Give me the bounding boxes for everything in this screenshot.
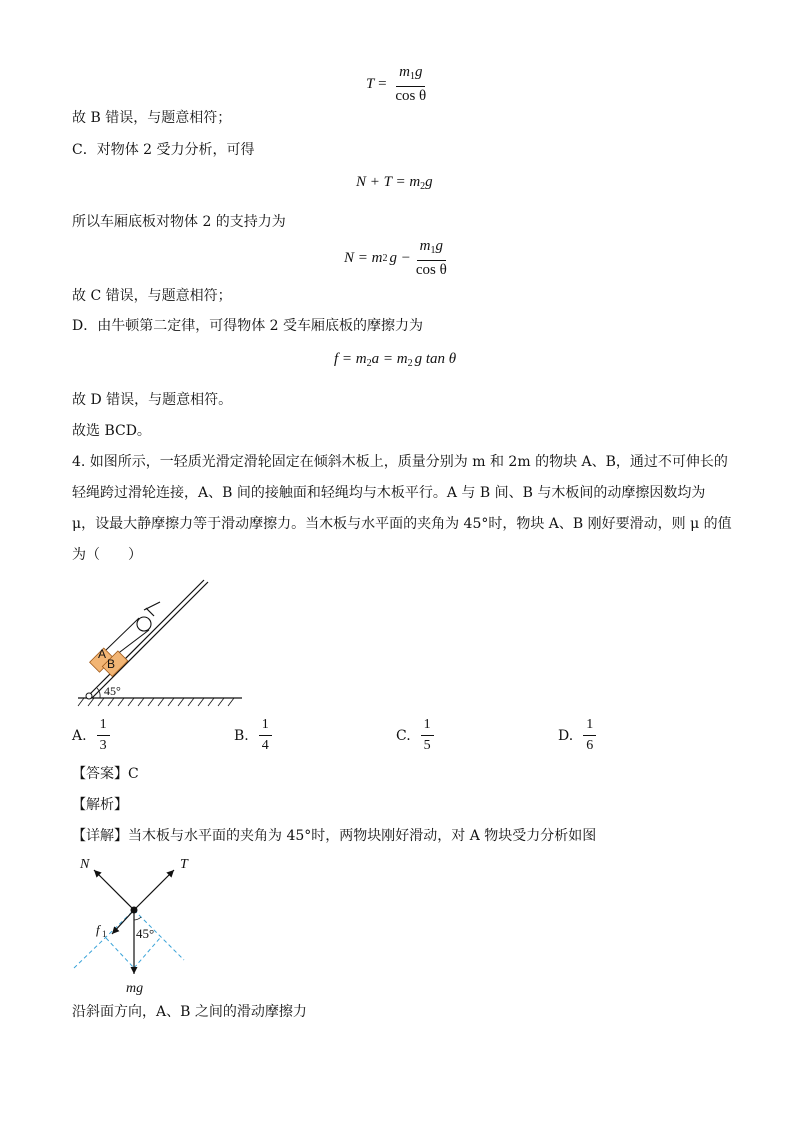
eq-d-part1: f = m — [334, 351, 367, 367]
text-support-force: 所以车厢底板对物体 2 的支持力为 — [72, 214, 286, 230]
pulley-bracket-stem — [146, 608, 154, 616]
eq-c2-numerator — [417, 238, 446, 261]
option-c-num: 1 — [421, 716, 434, 736]
option-d-num: 1 — [583, 716, 596, 736]
block-a-label: A — [98, 647, 107, 661]
text-d-intro: D．由牛顿第二定律，可得物体 2 受车厢底板的摩擦力为 — [72, 318, 424, 334]
option-a-num: 1 — [97, 716, 110, 736]
friction-arrow — [112, 910, 134, 934]
block-b-label: B — [107, 657, 116, 671]
eq-denominator: cos θ — [395, 88, 427, 104]
eq-c2-fraction — [413, 238, 450, 278]
dashed-line-inner-right — [134, 938, 160, 968]
last-line: 沿斜面方向，A、B 之间的滑动摩擦力 — [72, 1004, 307, 1020]
option-d-fraction — [583, 716, 596, 755]
eq-c2-lhs: N = m — [344, 249, 383, 266]
eq-equals: = — [374, 75, 391, 92]
equation-d — [334, 351, 456, 369]
eq-c1-sub: 2 — [420, 181, 426, 192]
option-a-den: 3 — [99, 738, 107, 753]
eq-num-g: g — [414, 64, 423, 80]
equation-c2 — [344, 238, 452, 278]
eq-c2-num-m: m — [419, 238, 431, 254]
eq-lhs: T — [366, 75, 375, 92]
pulley-bracket — [144, 602, 160, 610]
answer-value: C — [128, 766, 139, 782]
detail-line — [72, 826, 596, 846]
question4-line1: 4. 如图所示，一轻质光滑定滑轮固定在倾斜木板上，质量分别为 m 和 2m 的物块 A、B，通过不可伸长的 — [72, 454, 728, 470]
label-f-sub: 1 — [102, 929, 107, 939]
pulley-icon — [137, 617, 151, 631]
option-a-letter: A. — [72, 727, 87, 744]
eq-c1-g: g — [425, 174, 433, 190]
detail-text: 当木板与水平面的夹角为 45°时，两物块刚好滑动，对 A 物块受力分析如图 — [128, 828, 597, 844]
option-c[interactable] — [396, 716, 436, 755]
ground-hatch — [78, 698, 234, 706]
eq-d-sub1: 2 — [366, 358, 372, 369]
label-angle: 45° — [136, 926, 155, 941]
angle-arc-2 — [134, 917, 141, 920]
answer-line — [72, 764, 139, 784]
option-b-letter: B. — [234, 727, 249, 744]
option-c-letter: C. — [396, 727, 411, 744]
label-t: T — [180, 857, 188, 872]
angle-label: 45° — [104, 684, 121, 698]
eq-c2-g: g − — [389, 249, 411, 266]
eq-d-sub2: 2 — [407, 358, 413, 369]
detail-label: 【详解】 — [72, 828, 128, 844]
eq-c2-num-g: g — [435, 238, 443, 254]
answer-label: 【答案】 — [72, 766, 128, 782]
option-b-num: 1 — [259, 716, 272, 736]
text-c-intro: C．对物体 2 受力分析，可得 — [72, 142, 255, 158]
option-b-fraction — [259, 716, 272, 755]
label-f: f — [96, 922, 100, 937]
equation-c1 — [356, 174, 433, 192]
eq-c1-lhs: N + T = m — [356, 174, 421, 190]
question4-line4: 为（ ） — [72, 547, 142, 563]
eq-numerator — [396, 64, 425, 87]
eq-c2-denominator: cos θ — [415, 262, 447, 278]
text-choose-bcd: 故选 BCD。 — [72, 423, 151, 439]
dashed-line-left — [74, 910, 134, 968]
eq-fraction — [392, 64, 429, 104]
text-b-wrong: 故 B 错误，与题意相符； — [72, 110, 232, 126]
eq-num-m: m — [399, 64, 410, 80]
board-line-upper — [92, 582, 208, 698]
option-c-den: 5 — [423, 738, 431, 753]
option-b-den: 4 — [261, 738, 269, 753]
eq-d-part2: a = m — [371, 351, 408, 367]
tension-arrow — [134, 870, 174, 910]
label-mg: mg — [126, 981, 144, 996]
text-d-wrong: 故 D 错误，与题意相符。 — [72, 392, 233, 408]
force-diagram — [70, 850, 210, 1000]
eq-num-sub: 1 — [409, 71, 415, 82]
eq-c2-num-sub: 1 — [430, 245, 436, 256]
eq-c2-sub: 2 — [382, 252, 388, 264]
board-line-lower — [88, 580, 204, 696]
option-d-den: 6 — [586, 738, 594, 753]
text-c-wrong: 故 C 错误，与题意相符； — [72, 288, 232, 304]
option-a[interactable] — [72, 716, 112, 755]
mass-point — [131, 907, 138, 914]
eq-d-part3: g tan θ — [414, 351, 457, 367]
incline-figure — [70, 574, 250, 714]
equation-tension — [366, 64, 431, 104]
option-d[interactable] — [558, 716, 598, 755]
option-c-fraction — [421, 716, 434, 755]
rope-upper — [106, 618, 139, 650]
analysis-label: 【解析】 — [72, 797, 128, 813]
question4-line2: 轻绳跨过滑轮连接，A、B 间的接触面和轻绳均与木板平行。A 与 B 间、B 与木板间的动摩擦因数均为 — [72, 485, 706, 501]
hinge — [86, 693, 92, 699]
normal-force-arrow — [94, 870, 134, 910]
question4-line3: μ，设最大静摩擦力等于滑动摩擦力。当木板与水平面的夹角为 45°时，物块 A、B 刚好要滑动，则 μ 的值 — [72, 516, 732, 532]
option-b[interactable] — [234, 716, 274, 755]
option-a-fraction — [97, 716, 110, 755]
label-n: N — [80, 857, 90, 872]
option-d-letter: D. — [558, 727, 574, 744]
dashed-line-inner-left — [106, 938, 134, 968]
